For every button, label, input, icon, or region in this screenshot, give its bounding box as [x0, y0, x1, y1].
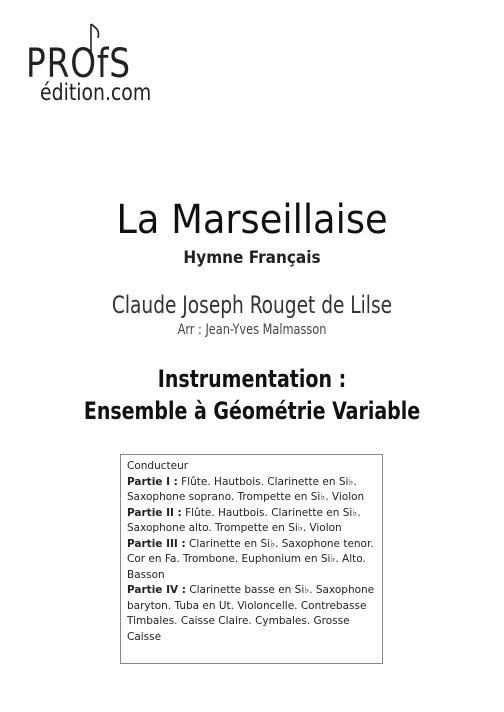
part-text: Flûte. Hautbois. Clarinette en Si♭. [177, 475, 357, 488]
part-label: Partie II : [127, 506, 182, 519]
logo-wordmark: PROfS [26, 41, 131, 87]
part-line [127, 475, 378, 491]
part-text: baryton. Tuba en Ut. Violoncelle. Contrebasse [127, 599, 367, 612]
part-line [127, 599, 378, 615]
part-text: Clarinette basse en Si♭. Saxophone [185, 584, 375, 596]
part-line [127, 568, 378, 584]
part-line [127, 506, 378, 522]
part-text: Flûte. Hautbois. Clarinette en Si♭. [181, 506, 361, 519]
part-line [127, 614, 378, 630]
part-text: Timbales. Caisse Claire. Cymbales. Grosse [127, 615, 350, 627]
part-text: Conducteur [127, 460, 189, 472]
logo-domain: édition.com [40, 80, 152, 106]
part-line [127, 630, 378, 646]
part-label: Partie III : [127, 537, 186, 550]
score-title: La Marseillaise [116, 197, 388, 243]
ensemble-type: Ensemble à Géométrie Variable [83, 397, 421, 425]
score-subtitle: Hymne Français [183, 248, 321, 268]
publisher-logo[interactable] [26, 22, 176, 106]
composer-name: Claude Joseph Rouget de Lilse [111, 291, 393, 319]
part-text: Saxophone alto. Trompette en Si♭. Violon [127, 522, 342, 534]
part-label: Partie I : [127, 475, 178, 488]
part-line [127, 583, 378, 599]
part-label: Partie IV : [127, 584, 186, 596]
parts-list [120, 454, 383, 664]
part-text: Caisse [127, 630, 162, 643]
instrumentation-heading: Instrumentation : [157, 365, 347, 393]
part-line [127, 521, 378, 537]
part-line [127, 490, 378, 506]
arranger-name: Arr : Jean-Yves Malmasson [177, 322, 327, 338]
part-line [127, 459, 378, 475]
part-line [127, 552, 378, 568]
part-text: Basson [127, 568, 165, 581]
part-line [127, 537, 378, 553]
part-text: Saxophone soprano. Trompette en Si♭. Violon [127, 491, 365, 503]
part-text: Clarinette en Si♭. Saxophone tenor. [185, 537, 374, 550]
part-text: Cor en Fa. Trombone. Euphonium en Si♭. Alto. [127, 553, 366, 565]
